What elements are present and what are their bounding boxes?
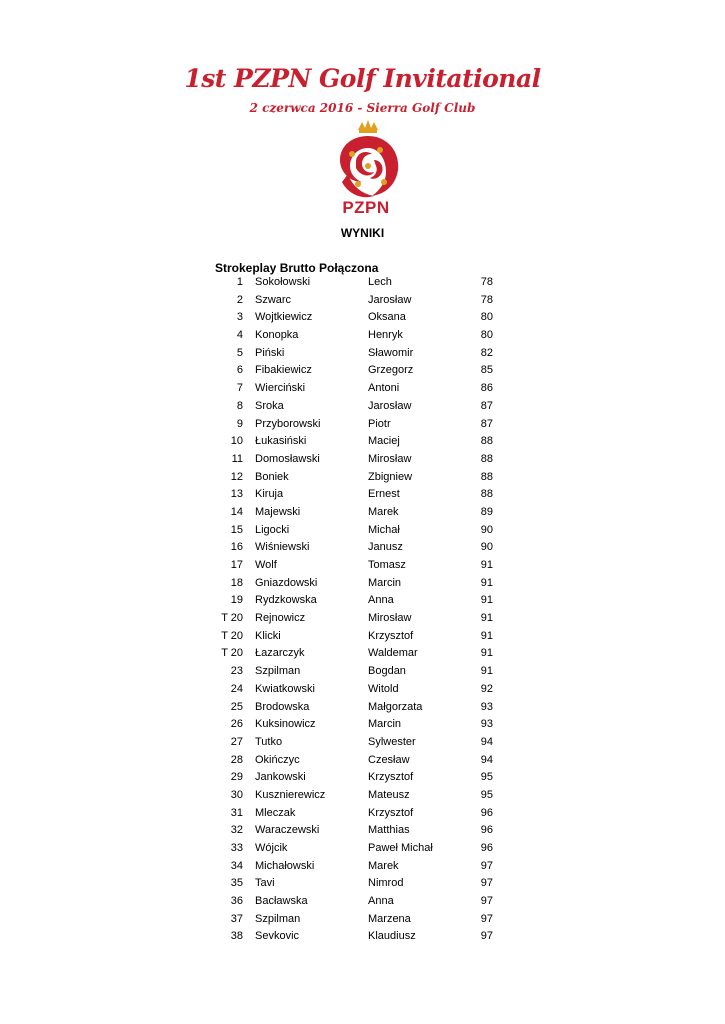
score-cell: 96 [480, 842, 493, 854]
table-row [215, 734, 505, 752]
last-name-cell: Domosławski [255, 452, 320, 465]
first-name-cell: Małgorzata [368, 700, 423, 713]
position-cell: 4 [236, 329, 243, 342]
position-cell: 10 [230, 435, 243, 448]
position-cell: T 20 [221, 647, 243, 660]
position-cell: 11 [231, 452, 243, 465]
first-name-cell: Marzena [368, 912, 411, 925]
score-cell: 88 [480, 488, 493, 501]
position-cell: 3 [236, 311, 243, 324]
last-name-cell: Michałowski [255, 859, 315, 872]
position-cell: 30 [230, 788, 243, 801]
first-name-cell: Ernest [368, 488, 400, 501]
last-name-cell: Boniek [255, 470, 289, 483]
table-row [215, 469, 505, 487]
position-cell: 24 [230, 682, 243, 695]
document-subtitle: 2 czerwca 2016 - Sierra Golf Club [249, 101, 476, 115]
last-name-cell: Jankowski [255, 771, 306, 784]
logo-wordmark: PZPN [342, 198, 390, 217]
last-name-cell: Wiśniewski [255, 541, 310, 554]
position-cell: 15 [230, 523, 243, 536]
last-name-cell: Wojtkiewicz [255, 311, 313, 324]
last-name-cell: Sroka [255, 399, 284, 412]
last-name-cell: Sevkovic [255, 930, 300, 943]
last-name-cell: Bacławska [255, 895, 308, 908]
table-row [215, 486, 505, 504]
table-row [215, 592, 505, 610]
table-row [215, 628, 505, 646]
last-name-cell: Sokołowski [255, 276, 311, 288]
score-cell: 86 [480, 382, 493, 395]
last-name-cell: Konopka [255, 329, 299, 342]
last-name-cell: Brodowska [255, 700, 310, 713]
first-name-cell: Michał [368, 523, 400, 536]
table-row [215, 716, 505, 734]
score-cell: 87 [480, 399, 493, 412]
score-cell: 80 [480, 311, 493, 324]
score-cell: 88 [480, 452, 493, 465]
last-name-cell: Majewski [255, 505, 301, 518]
table-row [215, 575, 505, 593]
first-name-cell: Krzysztof [368, 771, 414, 784]
first-name-cell: Grzegorz [368, 364, 414, 377]
score-cell: 96 [480, 806, 493, 819]
last-name-cell: Szpilman [255, 912, 301, 925]
table-row [215, 699, 505, 717]
first-name-cell: Sylwester [368, 735, 416, 748]
last-name-cell: Kiruja [255, 488, 284, 501]
table-row [215, 840, 505, 858]
first-name-cell: Mirosław [368, 452, 412, 465]
table-row [215, 752, 505, 770]
first-name-cell: Czesław [368, 753, 410, 766]
position-cell: 12 [230, 470, 243, 483]
position-cell: 9 [236, 417, 243, 430]
table-row [215, 557, 505, 575]
first-name-cell: Janusz [368, 541, 403, 554]
position-cell: 32 [230, 824, 243, 837]
last-name-cell: Przyborowski [255, 417, 321, 430]
last-name-cell: Klicki [255, 629, 281, 642]
table-row [215, 345, 505, 363]
position-cell: 2 [236, 293, 243, 306]
first-name-cell: Matthias [368, 824, 410, 837]
table-row [215, 769, 505, 787]
table-row [215, 610, 505, 628]
position-cell: 16 [230, 541, 243, 554]
table-row [215, 928, 505, 946]
score-cell: 78 [480, 276, 493, 288]
first-name-cell: Lech [368, 276, 392, 288]
score-cell: 96 [480, 824, 493, 837]
position-cell: 6 [236, 364, 243, 377]
last-name-cell: Wolf [255, 559, 277, 571]
table-row [215, 274, 505, 292]
section-title: Strokeplay Brutto Połączona [215, 261, 379, 275]
score-cell: 95 [480, 788, 493, 801]
table-row [215, 875, 505, 893]
score-cell: 91 [480, 612, 493, 625]
table-row [215, 327, 505, 345]
score-cell: 89 [480, 505, 493, 518]
table-row [215, 309, 505, 327]
table-row [215, 504, 505, 522]
last-name-cell: Mleczak [255, 806, 296, 819]
score-cell: 97 [480, 877, 493, 890]
score-cell: 91 [480, 559, 493, 571]
last-name-cell: Gniazdowski [255, 576, 318, 589]
position-cell: 38 [230, 930, 243, 943]
last-name-cell: Szpilman [255, 665, 301, 678]
first-name-cell: Waldemar [368, 647, 418, 660]
score-cell: 85 [480, 364, 493, 377]
first-name-cell: Anna [368, 895, 394, 908]
last-name-cell: Piński [255, 346, 285, 359]
score-cell: 97 [480, 859, 493, 872]
first-name-cell: Piotr [368, 417, 391, 430]
last-name-cell: Waraczewski [255, 824, 320, 837]
position-cell: 27 [230, 735, 243, 748]
first-name-cell: Marek [368, 505, 399, 518]
first-name-cell: Nimrod [368, 877, 404, 890]
first-name-cell: Mirosław [368, 612, 412, 625]
position-cell: 13 [230, 488, 243, 501]
last-name-cell: Kwiatkowski [255, 682, 315, 695]
table-row [215, 805, 505, 823]
position-cell: 33 [230, 842, 243, 854]
first-name-cell: Bogdan [368, 665, 406, 678]
table-row [215, 663, 505, 681]
position-cell: T 20 [221, 612, 243, 625]
score-cell: 97 [480, 895, 493, 908]
first-name-cell: Sławomir [368, 346, 414, 359]
position-cell: 25 [230, 700, 243, 713]
position-cell: 28 [230, 753, 243, 766]
first-name-cell: Oksana [368, 311, 406, 324]
position-cell: 31 [230, 806, 243, 819]
document-title: 1st PZPN Golf Invitational [184, 64, 541, 93]
table-row [215, 292, 505, 310]
table-row [215, 893, 505, 911]
last-name-cell: Fibakiewicz [255, 364, 312, 377]
table-row [215, 522, 505, 540]
score-cell: 97 [480, 912, 493, 925]
first-name-cell: Marcin [368, 718, 402, 731]
first-name-cell: Zbigniew [368, 470, 413, 483]
score-cell: 78 [480, 293, 493, 306]
first-name-cell: Marcin [368, 576, 402, 589]
last-name-cell: Tavi [255, 877, 275, 890]
last-name-cell: Łukasiński [255, 435, 307, 448]
position-cell: 1 [236, 276, 243, 288]
last-name-cell: Kuksinowicz [255, 718, 316, 731]
table-row [215, 645, 505, 663]
first-name-cell: Krzysztof [368, 806, 414, 819]
last-name-cell: Szwarc [255, 293, 292, 306]
score-cell: 80 [480, 329, 493, 342]
last-name-cell: Rydzkowska [255, 594, 317, 607]
first-name-cell: Maciej [368, 435, 400, 448]
position-cell: 23 [230, 665, 243, 678]
position-cell: 35 [230, 877, 243, 890]
position-cell: 18 [230, 576, 243, 589]
score-cell: 88 [480, 435, 493, 448]
score-cell: 91 [480, 665, 493, 678]
score-cell: 90 [480, 523, 493, 536]
position-cell: 14 [230, 505, 243, 518]
last-name-cell: Wierciński [255, 382, 306, 395]
position-cell: 7 [236, 382, 243, 395]
position-cell: 34 [230, 859, 243, 872]
table-row [215, 451, 505, 469]
position-cell: T 20 [221, 629, 243, 642]
score-cell: 91 [480, 629, 493, 642]
last-name-cell: Okińczyc [255, 753, 300, 766]
first-name-cell: Mateusz [368, 788, 410, 801]
score-cell: 93 [480, 718, 493, 731]
table-row [215, 433, 505, 451]
table-row [215, 911, 505, 929]
first-name-cell: Krzysztof [368, 629, 414, 642]
first-name-cell: Paweł Michał [368, 842, 433, 854]
last-name-cell: Kusznierewicz [255, 788, 326, 801]
results-table [215, 274, 505, 946]
table-row [215, 362, 505, 380]
position-cell: 26 [230, 718, 243, 731]
score-cell: 95 [480, 771, 493, 784]
score-cell: 92 [480, 682, 493, 695]
last-name-cell: Wójcik [255, 842, 288, 854]
position-cell: 36 [230, 895, 243, 908]
table-row [215, 858, 505, 876]
position-cell: 8 [236, 399, 243, 412]
table-row [215, 681, 505, 699]
score-cell: 88 [480, 470, 493, 483]
first-name-cell: Jarosław [368, 399, 412, 412]
first-name-cell: Klaudiusz [368, 930, 416, 943]
score-cell: 91 [480, 576, 493, 589]
last-name-cell: Ligocki [255, 523, 290, 536]
table-row [215, 539, 505, 557]
position-cell: 17 [230, 559, 243, 571]
position-cell: 19 [230, 594, 243, 607]
first-name-cell: Tomasz [368, 559, 406, 571]
table-row [215, 787, 505, 805]
table-row [215, 398, 505, 416]
table-row [215, 416, 505, 434]
results-heading: WYNIKI [340, 226, 385, 240]
score-cell: 93 [480, 700, 493, 713]
score-cell: 94 [480, 753, 493, 766]
score-cell: 82 [480, 346, 493, 359]
last-name-cell: Rejnowicz [255, 612, 306, 625]
score-cell: 91 [480, 647, 493, 660]
first-name-cell: Witold [368, 682, 399, 695]
last-name-cell: Łazarczyk [255, 647, 305, 660]
last-name-cell: Tutko [255, 735, 283, 748]
first-name-cell: Jarosław [368, 293, 412, 306]
first-name-cell: Anna [368, 594, 394, 607]
score-cell: 97 [480, 930, 493, 943]
score-cell: 94 [480, 735, 493, 748]
score-cell: 91 [480, 594, 493, 607]
table-row [215, 822, 505, 840]
position-cell: 37 [230, 912, 243, 925]
position-cell: 5 [236, 346, 243, 359]
first-name-cell: Antoni [368, 382, 400, 395]
table-row [215, 380, 505, 398]
first-name-cell: Henryk [368, 329, 403, 342]
first-name-cell: Marek [368, 859, 399, 872]
score-cell: 87 [480, 417, 493, 430]
position-cell: 29 [230, 771, 243, 784]
score-cell: 90 [480, 541, 493, 554]
